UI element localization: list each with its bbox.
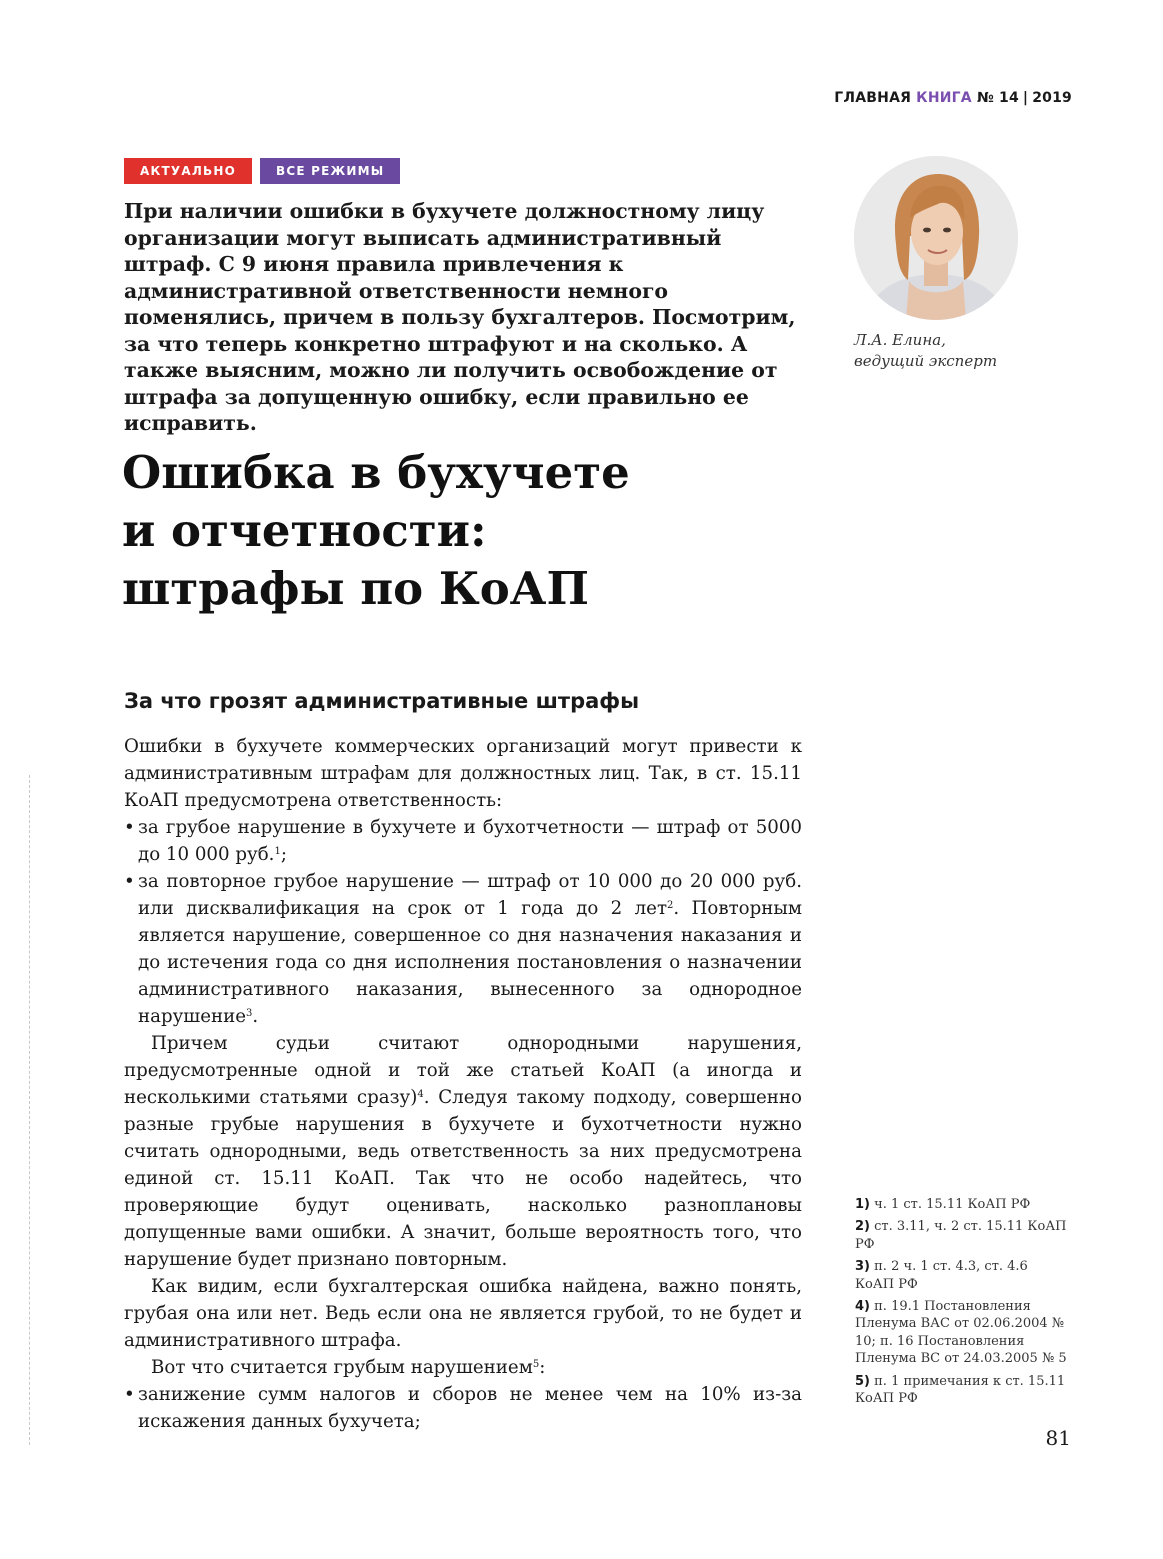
bullet-2-text-b: . Повторным является нарушение, совершенное со дня назначения наказания и до истечения года со дня исполнения постановления о назначении административного наказания, вынесенного за однородное нарушение xyxy=(138,898,802,1027)
issue-year: 2019 xyxy=(1032,90,1072,106)
footnote-1-number: 1) xyxy=(855,1197,870,1212)
bullet-2-end: . xyxy=(252,1006,259,1027)
category-tags xyxy=(124,158,400,184)
body-paragraph-1: Ошибки в бухучете коммерческих организаций могут привести к административным штрафам для должностных лиц. Так, в ст. 15.11 КоАП предусмотрена ответственность: xyxy=(124,736,802,811)
footnote-4-text: п. 19.1 Постановления Пленума ВАС от 02.06.2004 № 10; п. 16 Постановления Пленума ВС от 24.03.2005 № 5 xyxy=(855,1299,1067,1367)
title-line-1: Ошибка в бухучете xyxy=(122,446,630,499)
body-paragraph-3: Как видим, если бухгалтерская ошибка найдена, важно понять, грубая она или нет. Ведь если она не является грубой, то не будет и административного штрафа. xyxy=(124,1276,802,1351)
footnote-2-number: 2) xyxy=(855,1219,870,1235)
author-name: Л.А. Елина, xyxy=(854,331,946,349)
bullet-2-text-a: за повторное грубое нарушение — штраф от 10 000 до 20 000 руб. или дисквалификация на срок от 1 года до 2 лет xyxy=(138,871,802,919)
tag-actual[interactable]: АКТУАЛЬНО xyxy=(124,158,252,184)
footnote-2 xyxy=(855,1218,1070,1253)
footnote-3 xyxy=(855,1258,1070,1293)
article-body xyxy=(124,733,802,1435)
bullet-item-3: • занижение сумм налогов и сборов не менее чем на 10% из-за искажения данных бухучета; xyxy=(124,1381,802,1435)
footnote-4 xyxy=(855,1298,1070,1368)
footnote-ref-5[interactable]: 5 xyxy=(532,1359,540,1370)
author-photo xyxy=(854,156,1018,320)
footnote-5-number: 5) xyxy=(855,1373,870,1389)
section-heading: За что грозят административные штрафы xyxy=(124,689,640,713)
issue-number: № 14 xyxy=(976,90,1019,106)
footnote-3-text: п. 2 ч. 1 ст. 4.3, ст. 4.6 КоАП РФ xyxy=(855,1259,1028,1292)
footnote-2-text: ст. 3.11, ч. 2 ст. 15.11 КоАП РФ xyxy=(855,1219,1067,1252)
footnotes xyxy=(855,1196,1070,1412)
author-caption xyxy=(854,330,997,372)
footnote-ref-4[interactable]: 4 xyxy=(417,1089,424,1100)
footnote-3-number: 3) xyxy=(855,1259,870,1275)
footnote-ref-3[interactable]: 3 xyxy=(246,1008,253,1019)
author-portrait-illustration xyxy=(854,156,1018,320)
footnote-4-number: 4) xyxy=(855,1299,870,1315)
paragraph-4-text: Вот что считается грубым нарушением xyxy=(151,1357,533,1378)
footnote-5 xyxy=(855,1373,1070,1408)
lead-paragraph: При наличии ошибки в бухучете должностному лицу организации могут выписать административный штраф. С 9 июня правила привлечения к административной ответственности немного поменялись, причем в пользу бухгалтеров. Посмотрим, за что теперь конкретно штрафуют и на сколько. А также выясним, можно ли получить освобождение от штрафа за допущенную ошибку, если правильно ее исправить. xyxy=(124,199,796,435)
paragraph-2-text-a: Причем судьи считают однородными нарушения, предусмотренные одной и той же статьей КоАП (а иногда и несколькими статьями сразу) xyxy=(124,1033,802,1108)
title-line-3: штрафы по КоАП xyxy=(122,562,589,615)
masthead-separator: | xyxy=(1022,90,1029,106)
footnote-ref-2[interactable]: 2 xyxy=(667,900,674,911)
margin-guide-line xyxy=(29,775,31,1445)
author-role: ведущий эксперт xyxy=(854,352,998,370)
brand-accent: КНИГА xyxy=(916,90,972,106)
footnote-ref-1[interactable]: 1 xyxy=(274,846,281,857)
page-number: 81 xyxy=(1045,1426,1071,1450)
article-title xyxy=(122,444,742,618)
title-line-2: и отчетности: xyxy=(122,504,487,557)
masthead xyxy=(834,90,1072,106)
body-paragraph-2 xyxy=(124,1030,802,1273)
bullet-1-text: за грубое нарушение в бухучете и бухотчетности — штраф от 5000 до 10 000 руб. xyxy=(138,817,802,865)
body-paragraph-4 xyxy=(124,1354,802,1381)
bullet-item-1 xyxy=(124,814,802,868)
footnote-1 xyxy=(855,1196,1070,1213)
brand-main: ГЛАВНАЯ xyxy=(834,90,912,106)
footnote-1-text: ч. 1 ст. 15.11 КоАП РФ xyxy=(874,1197,1031,1212)
paragraph-4-end: : xyxy=(539,1357,546,1378)
paragraph-2-text-b: . Следуя такому подходу, совершенно разные грубые нарушения в бухучете и бухотчетности нужно считать однородными, ведь ответственность за них предусмотрена единой ст. 15.11 КоАП. Так что не особо надейтесь, что проверяющие будут оценивать, насколько разноплановы допущенные вами ошибки. А значит, больше вероятность того, что нарушение будет признано повторным. xyxy=(124,1087,802,1270)
tag-all-regimes[interactable]: ВСЕ РЕЖИМЫ xyxy=(260,158,400,184)
bullet-item-2 xyxy=(124,868,802,1030)
bullet-1-end: ; xyxy=(280,844,287,865)
footnote-5-text: п. 1 примечания к ст. 15.11 КоАП РФ xyxy=(855,1373,1066,1407)
